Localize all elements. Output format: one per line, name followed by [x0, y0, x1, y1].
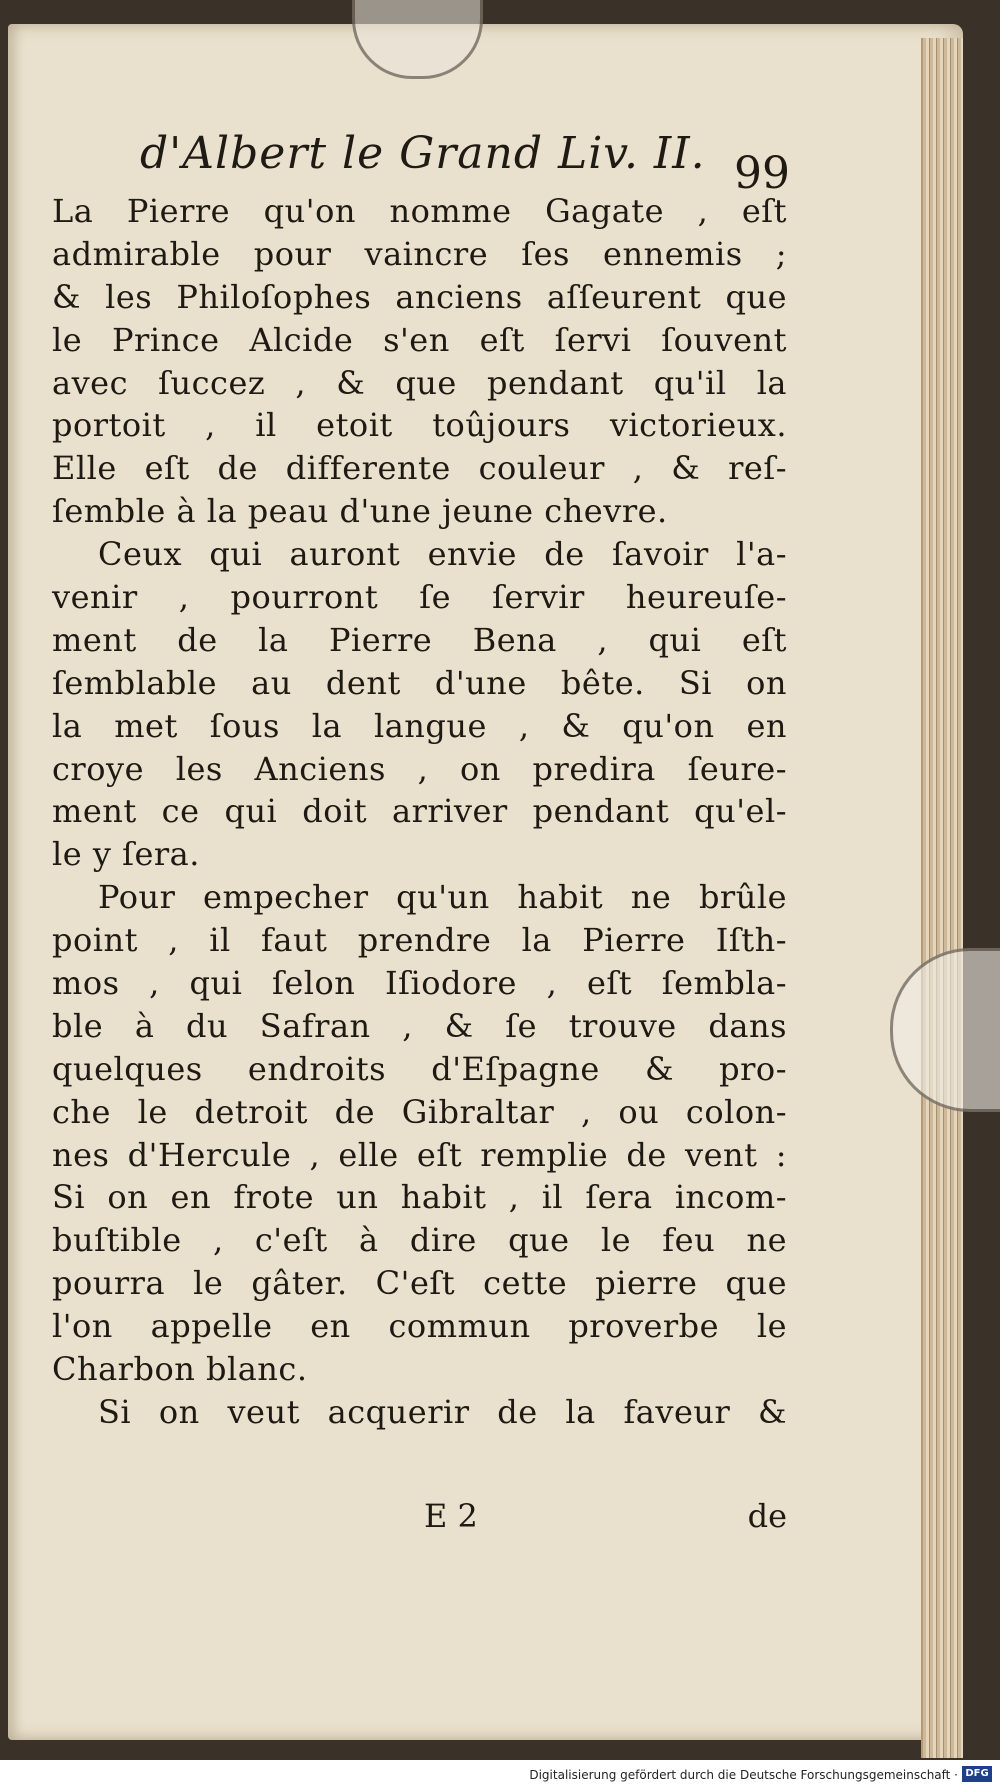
page-footer [52, 1497, 787, 1537]
text-line: & les Philoſophes anciens aſſeurent que [52, 277, 787, 316]
funding-credit: Digitalisierung gefördert durch die Deutsche Forschungsgemeinschaft · [529, 1768, 958, 1782]
text-line: che le detroit de Gibraltar , ou colon- [52, 1092, 787, 1131]
text-line: nes d'Hercule , elle eſt remplie de vent : [52, 1135, 787, 1174]
text-line: pourra le gâter. C'eſt cette pierre que [52, 1264, 787, 1303]
text-line: buſtible , c'eſt à dire que le feu ne [52, 1221, 787, 1260]
text-line: Elle eſt de differente couleur , & reſ- [52, 449, 787, 488]
text-line: point , il faut prendre la Pierre Iſth- [52, 921, 787, 960]
page-number: 99 [734, 148, 790, 199]
text-line: le y ſera. [52, 835, 200, 874]
text-line: ble à du Safran , & ſe trouve dans [52, 1006, 787, 1045]
running-head: d'Albert le Grand Liv. II. [140, 128, 706, 179]
page-edges [921, 38, 963, 1758]
text-line: Ceux qui auront envie de ſavoir l'a- [98, 535, 787, 574]
text-line: quelques endroits d'Eſpagne & pro- [52, 1049, 787, 1088]
text-line: la met ſous la langue , & qu'on en [52, 706, 787, 745]
text-line: ſemble à la peau d'une jeune chevre. [52, 492, 668, 531]
dfg-logo: DFG [962, 1766, 992, 1782]
text-line: Charbon blanc. [52, 1350, 308, 1389]
text-line: ment ce qui doit arriver pendant qu'el- [52, 792, 787, 831]
text-line: avec ſuccez , & que pendant qu'il la [52, 363, 787, 402]
text-line: portoit , il etoit toûjours victorieux. [52, 406, 787, 445]
signature-mark: E 2 [424, 1497, 478, 1535]
text-line: venir , pourront ſe ſervir heureuſe- [52, 578, 787, 617]
text-line: La Pierre qu'on nomme Gagate , eſt [52, 192, 787, 230]
text-line: le Prince Alcide s'en eſt ſervi ſouvent [52, 320, 787, 359]
text-line: l'on appelle en commun proverbe le [52, 1307, 787, 1346]
text-line: Si on en frote un habit , il ſera incom- [52, 1178, 787, 1217]
text-line: Si on veut acquerir de la faveur & [98, 1392, 787, 1431]
text-line: croye les Anciens , on predira ſeure- [52, 749, 787, 788]
credit-bar [0, 1760, 1000, 1791]
text-line: Pour empecher qu'un habit ne brûle [98, 878, 787, 917]
text-line: mos , qui ſelon Iſiodore , eſt ſembla- [52, 964, 787, 1003]
text-line: ment de la Pierre Bena , qui eſt [52, 620, 787, 659]
body-text [52, 190, 787, 1434]
page-header [140, 128, 790, 199]
text-line: ſemblable au dent d'une bête. Si on [52, 663, 787, 702]
text-line: admirable pour vaincre ſes ennemis ; [52, 234, 787, 273]
catchword: de [747, 1497, 787, 1535]
